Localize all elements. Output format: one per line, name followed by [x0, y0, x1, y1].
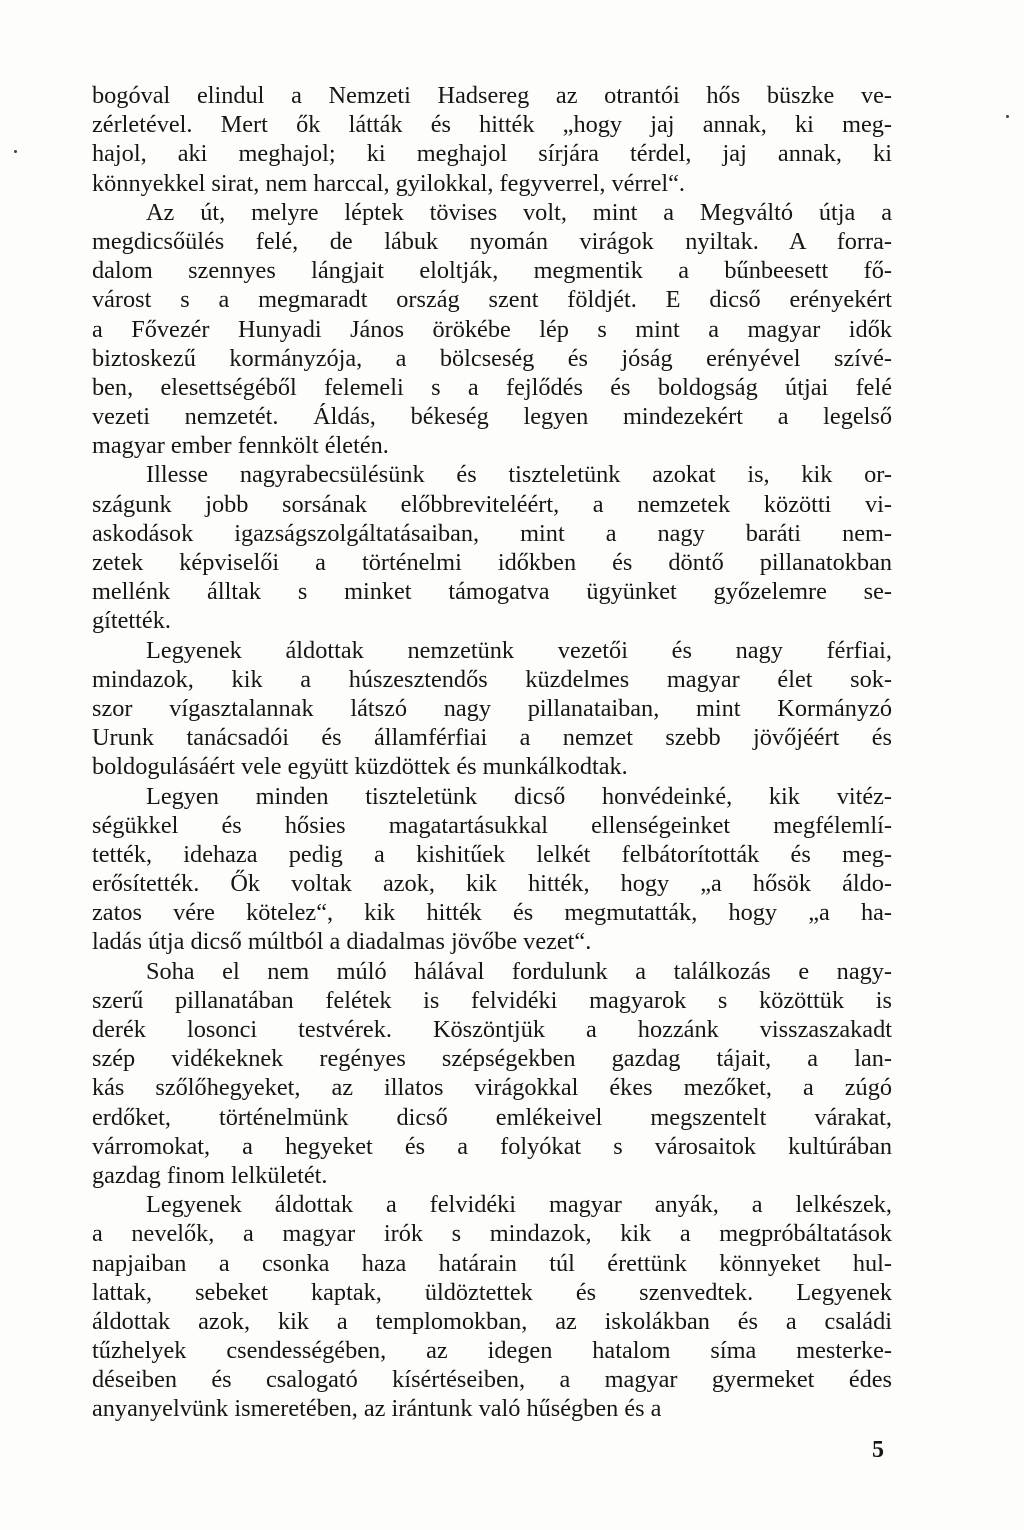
text-line: gítették.: [92, 607, 171, 635]
text-line: vezeti nemzetét. Áldás, békeség legyen mindezekért a legelső: [92, 403, 892, 431]
text-line: könnyekkel sirat, nem harccal, gyilokkal, fegyverrel, vérrel“.: [92, 169, 685, 197]
paragraph: [92, 1190, 892, 1424]
text-line: erősítették. Ők voltak azok, kik hitték, hogy „a hősök áldo-: [92, 870, 892, 898]
text-line: Illesse nagyrabecsülésünk és tiszteletünk azokat is, kik or-: [146, 461, 892, 489]
text-line: hajol, aki meghajol; ki meghajol sírjára térdel, jaj annak, ki: [92, 140, 892, 168]
text-line: ben, elesettségéből felemeli s a fejlődés és boldogság útjai felé: [92, 373, 892, 401]
text-line: tették, idehaza pedig a kishitűek lelkét felbátorították és meg-: [92, 840, 892, 868]
text-line: Legyen minden tiszteletünk dicső honvédeinké, kik vitéz-: [146, 782, 892, 810]
paragraph: [92, 460, 892, 635]
text-line: erdőket, történelmünk dicső emlékeivel megszentelt várakat,: [92, 1103, 892, 1131]
text-line: mindazok, kik a húszesztendős küzdelmes magyar élet sok-: [92, 665, 892, 693]
text-line: boldogulásáért vele együtt küzdöttek és munkálkodtak.: [92, 753, 628, 781]
text-line: anyanyelvünk ismeretében, az irántunk való hűségben és a: [92, 1395, 662, 1423]
text-line: szerű pillanatában felétek is felvidéki magyarok s közöttük is: [92, 986, 892, 1014]
text-line: zérletével. Mert ők látták és hitték „hogy jaj annak, ki meg-: [92, 111, 892, 139]
text-line: szép vidékeknek regényes szépségekben gazdag tájait, a lan-: [92, 1045, 892, 1073]
text-line: lattak, sebeket kaptak, üldöztettek és szenvedtek. Legyenek: [92, 1278, 892, 1306]
paragraph: [92, 957, 892, 1191]
body-text: [92, 81, 892, 1424]
text-line: várost s a megmaradt ország szent földjét. E dicső erényekért: [92, 286, 892, 314]
text-line: a Fővezér Hunyadi János örökébe lép s mint a magyar idők: [92, 315, 892, 343]
text-line: déseiben és csalogató kísértéseiben, a magyar gyermeket édes: [92, 1366, 892, 1394]
text-line: kás szőlőhegyeket, az illatos virágokkal ékes mezőket, a zúgó: [92, 1074, 892, 1102]
text-line: Soha el nem múló hálával fordulunk a találkozás e nagy-: [146, 957, 892, 985]
text-line: zatos vére kötelez“, kik hitték és megmutatták, hogy „a ha-: [92, 899, 892, 927]
text-line: várromokat, a hegyeket és a folyókat s városaitok kultúrában: [92, 1132, 892, 1160]
text-line: Az út, melyre léptek tövises volt, mint a Megváltó útja a: [146, 198, 892, 226]
paragraph: [92, 636, 892, 782]
text-line: mellénk álltak s minket támogatva ügyünket győzelemre se-: [92, 578, 892, 606]
text-line: Legyenek áldottak nemzetünk vezetői és nagy férfiai,: [146, 636, 892, 664]
paragraph: [92, 198, 892, 461]
text-line: a nevelők, a magyar irók s mindazok, kik a megpróbáltatások: [92, 1220, 892, 1248]
text-line: szor vígasztalannak látszó nagy pillanataiban, mint Kormányzó: [92, 694, 892, 722]
text-line: dalom szennyes lángjait eloltják, megmentik a bűnbeesett fő-: [92, 257, 892, 285]
text-line: napjaiban a csonka haza határain túl érettünk könnyeket hul-: [92, 1249, 892, 1277]
text-line: magyar ember fennkölt életén.: [92, 432, 389, 460]
text-line: bogóval elindul a Nemzeti Hadsereg az otrantói hős büszke ve-: [92, 82, 892, 109]
text-line: Urunk tanácsadói és államférfiai a nemzet szebb jövőjéért és: [92, 724, 892, 752]
text-line: áldottak azok, kik a templomokban, az iskolákban és a családi: [92, 1307, 892, 1335]
paragraph: [92, 81, 892, 198]
text-line: zetek képviselői a történelmi időkben és döntő pillanatokban: [92, 549, 892, 576]
text-line: szágunk jobb sorsának előbbreviteléért, a nemzetek közötti vi-: [92, 490, 892, 518]
print-speck: [14, 150, 17, 153]
text-line: gazdag finom lelkületét.: [92, 1161, 328, 1189]
text-line: biztoskezű kormányzója, a bölcseség és jóság erényével szívé-: [92, 344, 892, 372]
text-line: askodások igazságszolgáltatásaiban, mint a nagy baráti nem-: [92, 519, 892, 547]
text-line: ladás útja dicső múltból a diadalmas jövőbe vezet“.: [92, 928, 592, 956]
text-line: ségükkel és hősies magatartásukkal ellenségeinket megfélemlí-: [92, 811, 892, 839]
page-number: 5: [872, 1437, 884, 1463]
paragraph: [92, 782, 892, 957]
print-speck: [1006, 115, 1009, 118]
text-line: megdicsőülés felé, de lábuk nyomán virágok nyiltak. A forra-: [92, 227, 892, 255]
text-line: Legyenek áldottak a felvidéki magyar anyák, a lelkészek,: [146, 1191, 892, 1219]
text-line: derék losonci testvérek. Köszöntjük a hozzánk visszaszakadt: [92, 1016, 892, 1043]
text-line: tűzhelyek csendességében, az idegen hatalom síma mesterke-: [92, 1337, 892, 1365]
